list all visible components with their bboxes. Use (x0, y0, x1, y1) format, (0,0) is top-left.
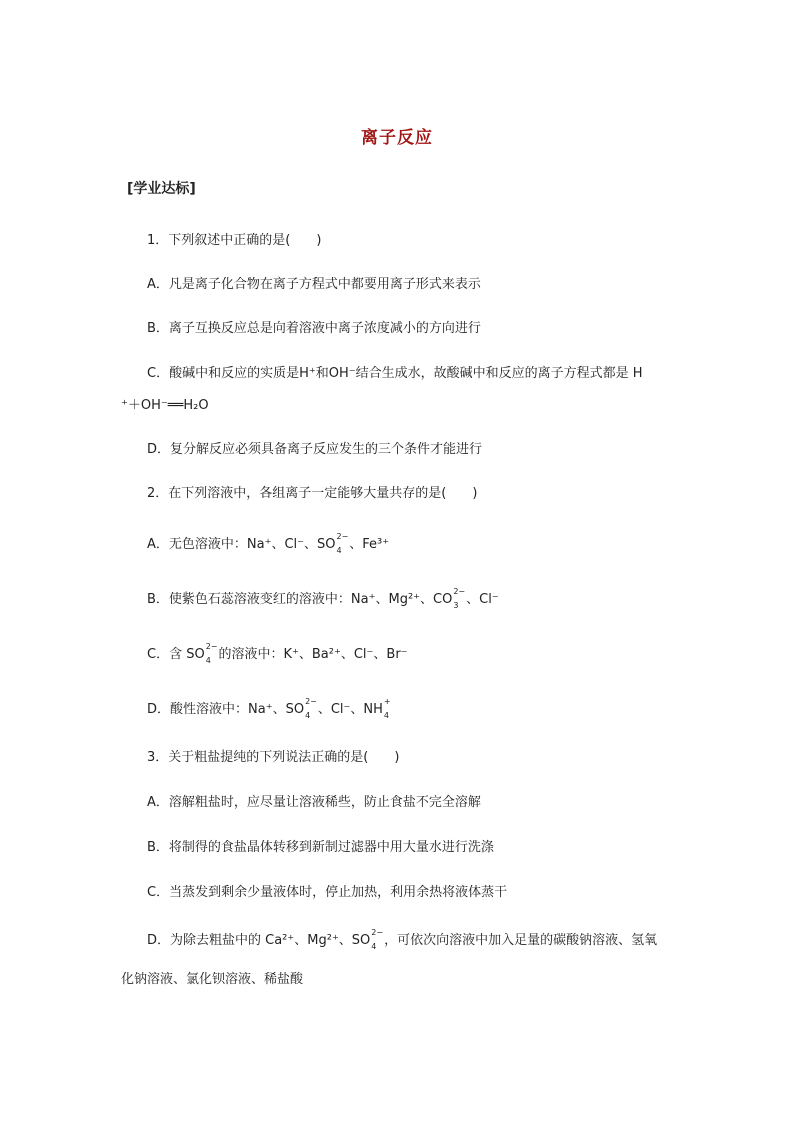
q1-option-c: C．酸碱中和反应的实质是H⁺和OH⁻结合生成水，故酸碱中和反应的离子方程式都是 H (147, 366, 643, 381)
q3-option-c: C．当蒸发到剩余少量液体时，停止加热，利用余热将液体蒸干 (147, 885, 508, 900)
q2-option-c-suffix: 的溶液中：K⁺、Ba²⁺、Cl⁻、Br⁻ (218, 647, 408, 662)
q2-stem: 2．在下列溶液中，各组离子一定能够大量共存的是( ) (147, 486, 478, 501)
carbonate-ion-notation: 2− 3 (453, 586, 466, 610)
q3-option-d-suffix: ，可依次向溶液中加入足量的碳酸钠溶液、氢氧 (384, 933, 658, 948)
q2-option-a-prefix: A．无色溶液中：Na⁺、Cl⁻、SO (147, 537, 336, 552)
ammonium-ion-notation: + 4 (383, 696, 391, 720)
sulfate-ion-notation: 2− 4 (336, 531, 349, 555)
q3-option-d-prefix: D．为除去粗盐中的 Ca²⁺、Mg²⁺、SO (147, 933, 371, 948)
sulfate-ion-notation: 2− 4 (305, 696, 317, 720)
q2-option-d (147, 696, 392, 720)
q2-option-b (147, 586, 499, 610)
q3-option-b: B．将制得的食盐晶体转移到新制过滤器中用大量水进行洗涤 (147, 840, 494, 855)
q1-option-a: A．凡是离子化合物在离子方程式中都要用离子形式来表示 (147, 277, 481, 292)
q1-option-b: B．离子互换反应总是向着溶液中离子浓度减小的方向进行 (147, 321, 481, 336)
sulfate-ion-notation: 2− 4 (371, 927, 384, 951)
q1-option-c-continued: ⁺＋OH⁻══H₂O (121, 398, 209, 413)
q2-option-d-prefix: D．酸性溶液中：Na⁺、SO (147, 702, 305, 717)
q2-option-d-mid: 、Cl⁻、NH (317, 702, 383, 717)
q3-stem: 3．关于粗盐提纯的下列说法正确的是( ) (147, 750, 400, 765)
q3-option-a: A．溶解粗盐时，应尽量让溶液稀些，防止食盐不完全溶解 (147, 795, 481, 810)
q2-option-c (147, 641, 408, 665)
q1-option-d: D．复分解反应必须具备离子反应发生的三个条件才能进行 (147, 442, 483, 457)
q2-option-b-prefix: B．使紫色石蕊溶液变红的溶液中：Na⁺、Mg²⁺、CO (147, 592, 453, 607)
sulfate-ion-notation: 2− 4 (205, 641, 218, 665)
q2-option-a (147, 531, 390, 555)
q3-option-d (147, 927, 658, 951)
q3-option-d-continued: 化钠溶液、氯化钡溶液、稀盐酸 (121, 972, 304, 987)
section-header: [学业达标] (127, 181, 196, 197)
q2-option-b-suffix: 、Cl⁻ (466, 592, 499, 607)
q2-option-c-prefix: C．含 SO (147, 647, 205, 662)
document-title: 离子反应 (361, 128, 433, 148)
q2-option-a-suffix: 、Fe³⁺ (349, 537, 390, 552)
q1-stem: 1．下列叙述中正确的是( ) (147, 233, 322, 248)
